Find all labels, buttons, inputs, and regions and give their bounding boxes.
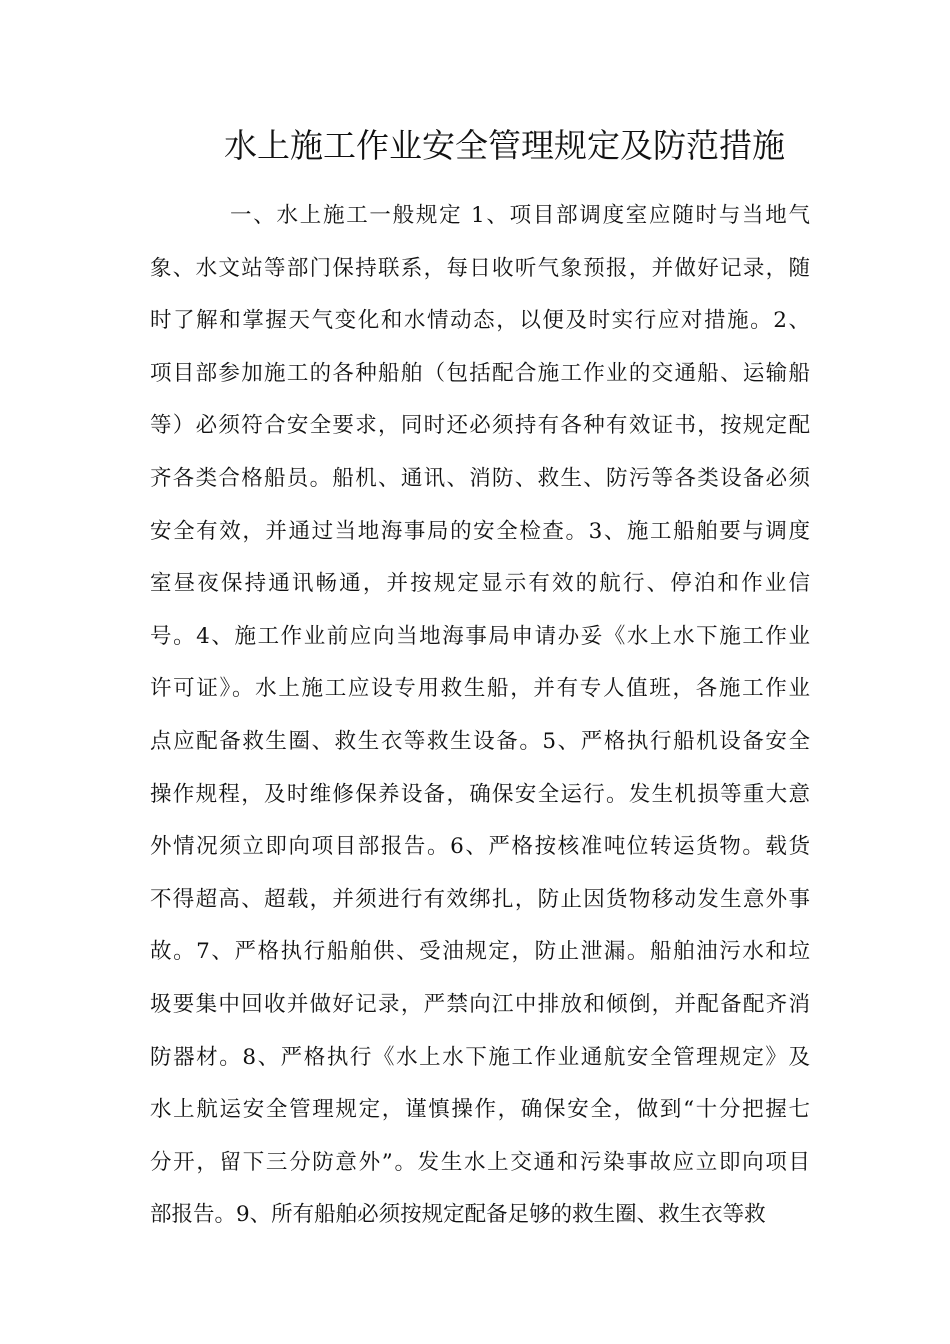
body-line: 象、水文站等部门保持联系，每日收听气象预报，并做好记录，随 <box>150 255 810 281</box>
body-line: 安全有效，并通过当地海事局的安全检查。3、施工船舶要与调度 <box>150 518 810 544</box>
body-line: 时了解和掌握天气变化和水情动态，以便及时实行应对措施。2、 <box>150 308 810 334</box>
body-line: 外情况须立即向项目部报告。6、严格按核准吨位转运货物。载货 <box>150 834 810 860</box>
body-line: 一、水上施工一般规定 1、项目部调度室应随时与当地气 <box>230 203 810 228</box>
body-line: 不得超高、超载，并须进行有效绑扎，防止因货物移动发生意外事 <box>150 886 810 912</box>
body-line: 室昼夜保持通讯畅通，并按规定显示有效的航行、停泊和作业信 <box>150 571 810 597</box>
body-line: 操作规程，及时维修保养设备，确保安全运行。发生机损等重大意 <box>150 781 810 807</box>
document-body <box>150 196 810 1248</box>
body-line: 故。7、严格执行船舶供、受油规定，防止泄漏。船舶油污水和垃 <box>150 939 810 965</box>
body-line: 齐各类合格船员。船机、通讯、消防、救生、防污等各类设备必须 <box>150 465 810 491</box>
body-line: 点应配备救生圈、救生衣等救生设备。5、严格执行船机设备安全 <box>150 728 810 754</box>
body-line: 防器材。8、严格执行《水上水下施工作业通航安全管理规定》及 <box>150 1044 810 1070</box>
body-line: 等）必须符合安全要求，同时还必须持有各种有效证书，按规定配 <box>150 413 810 439</box>
document-title: 水上施工作业安全管理规定及防范措施 <box>224 126 785 165</box>
body-line: 号。4、施工作业前应向当地海事局申请办妥《水上水下施工作业 <box>150 623 810 649</box>
body-line: 圾要集中回收并做好记录，严禁向江中排放和倾倒，并配备配齐消 <box>150 991 810 1017</box>
body-line: 水上航运安全管理规定，谨慎操作，确保安全，做到“十分把握七 <box>150 1097 810 1123</box>
body-line: 分开，留下三分防意外”。发生水上交通和污染事故应立即向项目 <box>150 1149 810 1175</box>
body-line: 部报告。9、所有船舶必须按规定配备足够的救生圈、救生衣等救 <box>150 1202 766 1228</box>
body-line: 许可证》。水上施工应设专用救生船，并有专人值班，各施工作业 <box>150 676 810 702</box>
body-line: 项目部参加施工的各种船舶（包括配合施工作业的交通船、运输船 <box>150 360 810 386</box>
